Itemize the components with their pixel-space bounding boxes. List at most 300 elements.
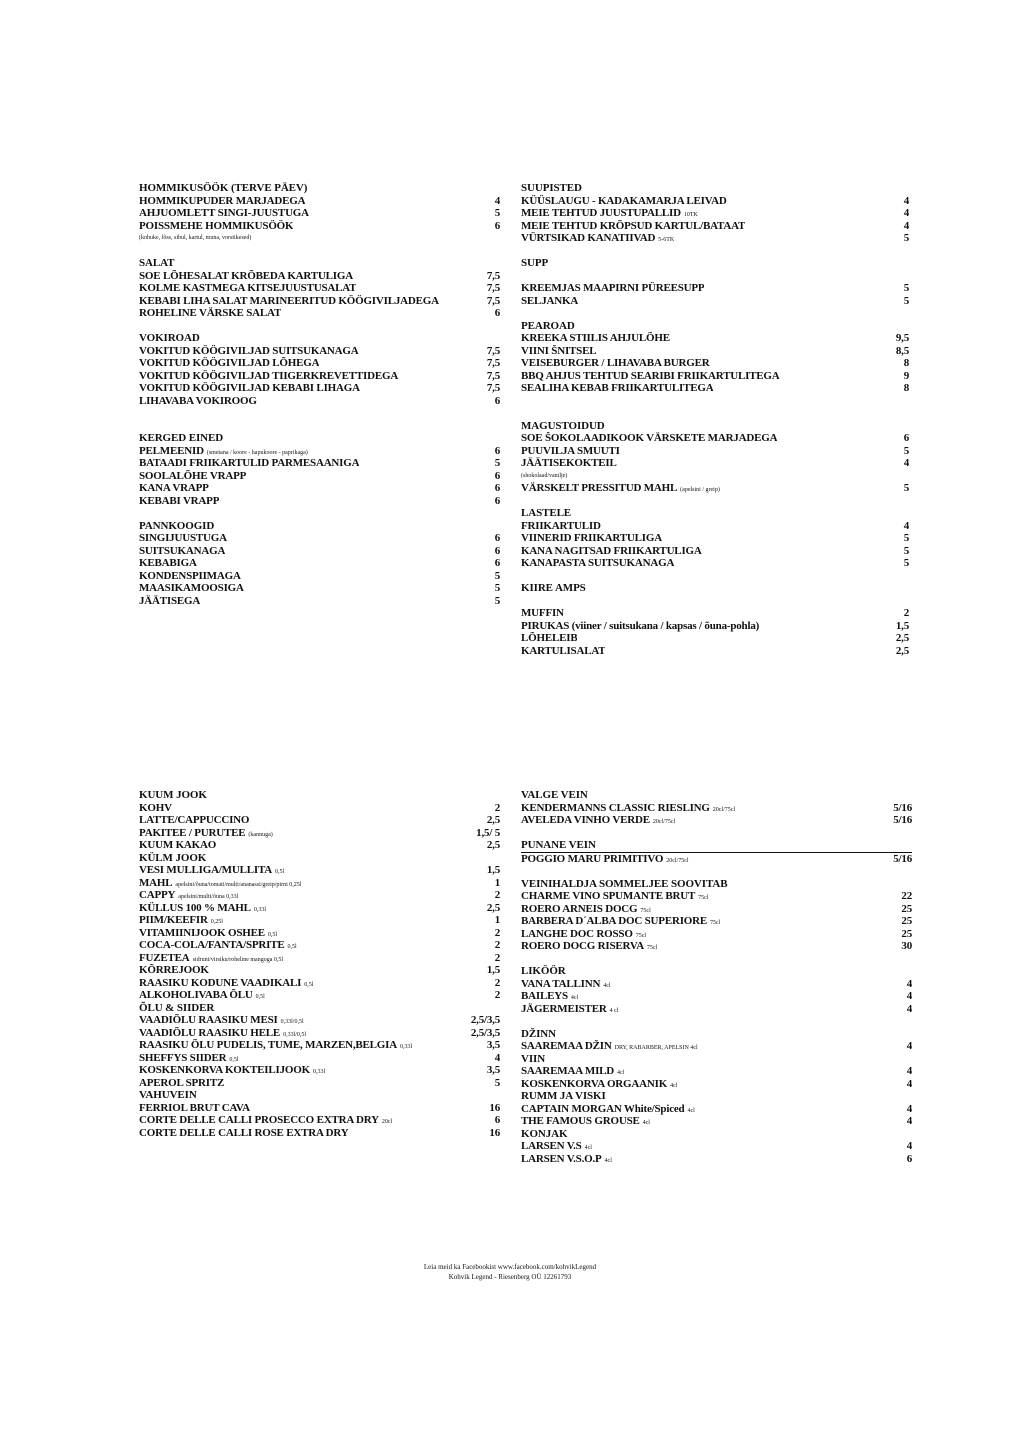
section-title: VAHUVEIN <box>139 1089 197 1101</box>
item-note: 4cl <box>642 1120 650 1126</box>
item-note: 0,5l <box>229 1056 239 1063</box>
menu-item-row <box>521 445 909 458</box>
menu-item-row <box>139 802 500 815</box>
item-price: 4 <box>906 1065 912 1077</box>
menu-section <box>521 257 909 307</box>
menu-section <box>139 520 500 608</box>
item-price: 7,5 <box>486 282 500 294</box>
menu-item-row <box>521 270 909 283</box>
item-name: KÜÜSLAUGU - KADAKAMARJA LEIVAD <box>521 194 727 207</box>
menu-section <box>139 789 500 852</box>
section-title: RUMM JA VISKI <box>521 1090 606 1102</box>
item-name: BARBERA D´ALBA DOC SUPERIORE 75cl <box>521 915 721 927</box>
item-price: 22 <box>901 890 912 902</box>
item-price: 6 <box>494 532 500 544</box>
menu-column-food-right <box>521 182 909 670</box>
menu-item-row <box>139 1039 500 1052</box>
item-note: 4cl <box>584 1145 592 1151</box>
section-title: HOMMIKUSÖÖK (TERVE PÄEV) <box>139 182 308 194</box>
item-price: 7,5 <box>486 382 500 394</box>
item-name: SOOLALÕHE VRAPP <box>139 469 247 482</box>
item-price: 5 <box>903 232 909 244</box>
item-name: BATAADI FRIIKARTULID PARMESAANIGA <box>139 457 360 469</box>
spacer <box>139 420 500 433</box>
item-price: 2 <box>494 976 500 989</box>
menu-item-row <box>521 207 909 220</box>
menu-item-row <box>139 395 500 408</box>
item-name: KANA NAGITSAD FRIIKARTULIGA <box>521 544 702 557</box>
item-price: 2 <box>494 889 500 901</box>
item-price <box>879 270 909 283</box>
menu-item-row <box>521 890 912 903</box>
menu-item-row <box>139 582 500 595</box>
item-note: 0,5l <box>304 981 314 988</box>
menu-column-drinks-right <box>521 789 912 1165</box>
menu-item-row <box>139 927 500 940</box>
item-note: 0,33l/0,5l <box>280 1019 304 1025</box>
item-note: 4cl <box>617 1070 625 1076</box>
menu-item-row <box>521 520 909 533</box>
menu-item-row <box>139 964 500 977</box>
item-note: 75cl <box>635 932 647 939</box>
item-price: 25 <box>901 927 912 940</box>
menu-item-row <box>521 978 912 991</box>
menu-item-row <box>521 220 909 233</box>
menu-section <box>521 1053 912 1091</box>
item-name: PAKITEE / PURUTEE (kannuga) <box>139 826 273 839</box>
item-name: MEIE TEHTUD KRÕPSUD KARTUL/BATAAT <box>521 219 746 232</box>
item-price: 9,5 <box>895 332 909 344</box>
menu-item-row <box>139 557 500 570</box>
item-note: DRY, RABARBER, APELSIN 4cl <box>614 1045 698 1051</box>
item-name: PIRUKAS (viiner / suitsukana / kapsas / õuna-pohla) <box>521 619 760 632</box>
menu-item-row <box>139 470 500 483</box>
menu-item-row <box>521 1115 912 1128</box>
menu-item-row <box>139 827 500 840</box>
item-note: (kannuga) <box>248 831 273 838</box>
item-name: SAAREMAA DŽIN DRY, RABARBER, APELSIN 4cl <box>521 1040 698 1052</box>
section-title: PEAROAD <box>521 319 575 332</box>
spacer <box>139 507 500 520</box>
item-price: 5/16 <box>893 852 912 865</box>
item-price: 7,5 <box>486 294 500 307</box>
item-name: BAILEYS 4cl <box>521 990 579 1002</box>
item-price <box>882 827 912 840</box>
menu-item-row <box>139 370 500 383</box>
menu-section <box>521 420 909 495</box>
spacer <box>521 407 909 420</box>
spacer <box>139 607 500 620</box>
item-name: VOKITUD KÖÖGIVILJAD LÕHEGA <box>139 357 320 369</box>
item-name: SAAREMAA MILD 4cl <box>521 1065 625 1077</box>
menu-item-row <box>521 802 912 815</box>
menu-item-row <box>521 814 912 827</box>
menu-item-row <box>521 232 909 245</box>
item-price: 4 <box>903 219 909 232</box>
item-note: 0,33l <box>253 906 266 913</box>
item-name: KANA VRAPP <box>139 482 209 494</box>
item-name: THE FAMOUS GROUSE 4cl <box>521 1115 650 1127</box>
item-note: 5-6TK <box>658 237 675 243</box>
item-name: VESI MULLIGA/MULLITA 0,5l <box>139 864 285 876</box>
item-price: 4 <box>494 194 500 207</box>
menu-section <box>139 852 500 1002</box>
menu-item-row <box>521 1153 912 1166</box>
menu-item-row <box>139 814 500 827</box>
item-name: VÄRSKELT PRESSITUD MAHL (apelsini / greip) <box>521 482 720 494</box>
menu-item-row <box>139 282 500 295</box>
menu-item-row <box>139 839 500 852</box>
spacer <box>139 320 500 333</box>
item-price: 2 <box>494 951 500 964</box>
item-price: 1 <box>494 914 500 926</box>
item-price: 4 <box>906 1102 912 1115</box>
menu-section <box>521 1028 912 1053</box>
section-title: MAGUSTOIDUD <box>521 419 605 432</box>
item-name: SELJANKA <box>521 294 579 307</box>
menu-section <box>521 789 912 839</box>
item-note: 20cl/75cl <box>666 857 689 864</box>
item-name: LATTE/CAPPUCCINO <box>139 814 250 826</box>
item-name: HOMMIKUPUDER MARJADEGA <box>139 194 306 207</box>
menu-item-row <box>521 432 909 445</box>
item-note: 10TK <box>683 212 698 218</box>
spacer <box>521 245 909 258</box>
item-price: 7,5 <box>486 344 500 357</box>
menu-item-row <box>521 1140 912 1153</box>
section-title: PUNANE VEIN <box>521 839 912 853</box>
menu-item-row <box>139 595 500 608</box>
menu-item-row <box>521 382 909 395</box>
menu-item-row <box>521 903 912 916</box>
item-price: 5 <box>903 294 909 307</box>
item-note: 4 cl <box>609 1007 619 1014</box>
section-title: KÜLM JOOK <box>139 851 207 864</box>
item-name: BBQ AHJUS TEHTUD SEARIBI FRIIKARTULITEGA <box>521 369 780 382</box>
menu-item-row <box>139 877 500 890</box>
item-price: 6 <box>494 394 500 407</box>
item-price: 6 <box>906 1152 912 1165</box>
item-name: ROERO DOCG RISERVA 75cl <box>521 940 658 952</box>
item-name: SINGIJUUSTUGA <box>139 532 227 544</box>
section-title: KIIRE AMPS <box>521 582 586 594</box>
menu-item-row <box>139 902 500 915</box>
item-price: 6 <box>494 494 500 507</box>
menu-item-row <box>139 1027 500 1040</box>
item-name: ROERO ARNEIS DOCG 75cl <box>521 902 651 915</box>
item-price: 6 <box>494 444 500 457</box>
item-name: KOHV <box>139 801 172 814</box>
menu-item-row <box>521 940 912 953</box>
item-name: KOLME KASTMEGA KITSEJUUSTUSALAT <box>139 282 357 294</box>
item-name: LARSEN V.S.O.P 4cl <box>521 1152 612 1165</box>
item-name: LIHAVABA VOKIROOG <box>139 394 257 407</box>
item-price: 4 <box>906 977 912 990</box>
item-name: PIIM/KEEFIR 0,25l <box>139 914 223 926</box>
menu-item-row <box>521 595 909 608</box>
item-price: 7,5 <box>486 369 500 382</box>
menu-item-row <box>139 1077 500 1090</box>
item-name: MAHL apelsini/õuna/tomati/multi/ananassi/greip/pirni 0,25l <box>139 876 302 889</box>
item-price: 4 <box>903 519 909 532</box>
item-price: 2 <box>494 939 500 951</box>
menu-item-row <box>139 445 500 458</box>
item-name: LANGHE DOC ROSSO 75cl <box>521 927 647 940</box>
menu-item-row <box>521 1103 912 1116</box>
item-price: 16 <box>489 1126 500 1139</box>
item-name: CORTE DELLE CALLI ROSE EXTRA DRY <box>139 1126 349 1139</box>
item-name: VITAMIINIJOOK OSHEE 0,5l <box>139 926 278 939</box>
item-name: KEBABI LIHA SALAT MARINEERITUD KÖÖGIVILJADEGA <box>139 294 439 307</box>
item-name: VIINI ŠNITSEL <box>521 344 597 357</box>
item-name: KOSKENKORVA KOKTEILIJOOK 0,33l <box>139 1064 326 1076</box>
item-price: 6 <box>494 219 500 232</box>
item-name: SOE ŠOKOLAADIKOOK VÄRSKETE MARJADEGA <box>521 432 778 444</box>
item-price: 4 <box>906 990 912 1002</box>
section-title: PANNKOOGID <box>139 519 215 532</box>
item-name: KEBABI VRAPP <box>139 494 220 507</box>
menu-item-row <box>139 1102 500 1115</box>
item-price: 4 <box>906 1140 912 1152</box>
item-name: KANAPASTA SUITSUKANAGA <box>521 557 675 569</box>
item-price: 2,5 <box>486 814 500 826</box>
item-price: 4 <box>903 457 909 469</box>
menu-section <box>139 1002 500 1090</box>
menu-item-row <box>139 207 500 220</box>
item-price: 6 <box>494 544 500 557</box>
item-note: 0,33l <box>312 1069 326 1075</box>
item-name: JÄÄTISEKOKTEIL <box>521 457 617 469</box>
menu-item-row <box>521 345 909 358</box>
item-note: 4cl <box>687 1107 695 1114</box>
item-price: 8 <box>903 357 909 369</box>
item-price <box>882 953 912 966</box>
item-price: 7,5 <box>486 357 500 369</box>
item-name: VIINERID FRIIKARTULIGA <box>521 532 662 544</box>
item-note: sidruni/virsiku/roheline mangoga 0,5l <box>192 956 284 963</box>
menu-section <box>139 432 500 507</box>
menu-item-row <box>139 532 500 545</box>
section-title: DŽINN <box>521 1027 556 1040</box>
item-name: VAADIÕLU RAASIKU MESI 0,33l/0,5l <box>139 1014 304 1026</box>
menu-item-row <box>521 1015 912 1028</box>
menu-item-row <box>139 307 500 320</box>
menu-item-row <box>521 482 909 495</box>
item-note: 0,33l/0,5l <box>283 1031 307 1038</box>
spacer <box>521 307 909 320</box>
item-name: ROHELINE VÄRSKE SALAT <box>139 307 282 319</box>
item-name: VOKITUD KÖÖGIVILJAD TIIGERKREVETTIDEGA <box>139 369 399 382</box>
item-price: 5 <box>494 582 500 594</box>
footer-facebook-line: Leia meid ka Facebookist www.facebook.com/kohvikLegend <box>423 1263 597 1271</box>
item-name: PELMEENID (smetana / koore - hapukoore - paprikaga) <box>139 444 308 457</box>
menu-item-row <box>521 1003 912 1016</box>
menu-item-row <box>139 977 500 990</box>
item-price: 6 <box>494 482 500 494</box>
item-price: 4 <box>906 1077 912 1090</box>
item-price: 1,5 <box>486 864 500 876</box>
item-note: 0,5l <box>255 994 265 1000</box>
item-price: 2 <box>494 926 500 939</box>
menu-section <box>521 1090 912 1128</box>
spacer <box>139 245 500 258</box>
footer <box>0 1262 1020 1282</box>
section-title: SUUPISTED <box>521 182 582 194</box>
item-name: KÕRREJOOK <box>139 964 209 976</box>
item-price: 5 <box>494 594 500 607</box>
menu-item-row <box>139 195 500 208</box>
item-price: 25 <box>901 902 912 915</box>
menu-item-row <box>521 645 909 658</box>
item-name: LÕHELEIB <box>521 632 578 644</box>
item-name: CAPPY apelsini/multi/õuna 0,33l <box>139 889 239 901</box>
item-price: 25 <box>901 915 912 927</box>
item-name: CHARME VINO SPUMANTE BRUT 75cl <box>521 890 709 902</box>
menu-item-row <box>521 1078 912 1091</box>
item-price: 5 <box>903 482 909 494</box>
item-name: APEROL SPRITZ <box>139 1076 225 1089</box>
item-price: 4 <box>903 207 909 219</box>
item-price: 7,5 <box>486 269 500 282</box>
menu-item-row <box>521 928 912 941</box>
menu-item-row <box>521 295 909 308</box>
item-name: MEIE TEHTUD JUUSTUPALLID 10TK <box>521 207 698 219</box>
item-name: VOKITUD KÖÖGIVILJAD SUITSUKANAGA <box>139 344 359 357</box>
item-price: 5 <box>494 207 500 219</box>
item-note: (apelsini / greip) <box>680 487 720 493</box>
menu-item-row <box>139 382 500 395</box>
menu-section <box>521 839 912 878</box>
item-name: FUZETEA sidruni/virsiku/roheline mangoga 0,5l <box>139 951 284 964</box>
menu-section <box>521 320 909 395</box>
item-price: 6 <box>494 1114 500 1126</box>
menu-item-row <box>521 620 909 633</box>
item-price: 9 <box>903 369 909 382</box>
item-name: CAPTAIN MORGAN White/Spiced 4cl <box>521 1102 695 1115</box>
item-name: VÜRTSIKAD KANATIIVAD 5-6TK <box>521 232 675 244</box>
item-name: KEBABIGA <box>139 557 197 569</box>
menu-item-row <box>521 865 912 878</box>
item-price: 5 <box>903 532 909 544</box>
item-price: 2,5/3,5 <box>470 1026 500 1039</box>
spacer <box>139 407 500 420</box>
item-note: 4cl <box>603 982 611 989</box>
menu-item-row <box>139 939 500 952</box>
menu-item-row <box>139 270 500 283</box>
item-price: 2,5 <box>486 839 500 851</box>
section-title: VOKIROAD <box>139 332 200 344</box>
menu-column-food-left <box>139 182 500 620</box>
item-note: 0,5l <box>275 869 285 875</box>
item-name: MAASIKAMOOSIGA <box>139 582 244 594</box>
menu-item-row <box>139 295 500 308</box>
item-name: AHJUOMLETT SINGI-JUUSTUGA <box>139 207 309 219</box>
item-name: JÄGERMEISTER 4 cl <box>521 1002 619 1015</box>
footer-company-line: Kohvik Legend - Riesenberg OÜ 12261793 <box>448 1273 572 1281</box>
item-name: VAADIÕLU RAASIKU HELE 0,33l/0,5l <box>139 1026 307 1039</box>
item-name: KARTULISALAT <box>521 644 606 657</box>
item-name: KONDENSPIIMAGA <box>139 569 241 582</box>
item-price: 3,5 <box>486 1039 500 1051</box>
spacer <box>521 570 909 583</box>
item-name: POISSMEHE HOMMIKUSÖÖK <box>139 219 294 232</box>
section-title: LIKÖÖR <box>521 965 566 977</box>
item-name: JÄÄTISEGA <box>139 594 201 607</box>
item-price: 8,5 <box>895 344 909 357</box>
item-price: 1,5 <box>486 964 500 976</box>
item-name: KUUM KAKAO <box>139 839 217 851</box>
section-note: (kohuke, lõss, sibul, kartul, muna, vorstikesed) <box>139 235 252 241</box>
item-note: 75cl <box>640 907 651 914</box>
item-price: 4 <box>906 1002 912 1015</box>
menu-item-row <box>139 889 500 902</box>
menu-item-row <box>139 914 500 927</box>
menu-item-row <box>521 853 912 866</box>
item-price: 5 <box>903 282 909 294</box>
item-name: SEALIHA KEBAB FRIIKARTULITEGA <box>521 382 714 394</box>
menu-column-drinks-left <box>139 789 500 1139</box>
menu-item-row <box>521 607 909 620</box>
menu-item-row <box>521 990 912 1003</box>
menu-item-row <box>521 332 909 345</box>
item-note: 20cl/75cl <box>712 806 736 813</box>
item-note: 20cl <box>381 1119 393 1125</box>
item-price: 8 <box>903 382 909 394</box>
item-note: apelsini/multi/õuna 0,33l <box>178 894 239 900</box>
spacer <box>521 495 909 508</box>
menu-section <box>521 1128 912 1166</box>
item-name: RAASIKU KODUNE VAADIKALI 0,5l <box>139 976 314 989</box>
item-price: 5 <box>903 557 909 569</box>
menu-item-row <box>139 482 500 495</box>
menu-item-row <box>521 953 912 966</box>
section-title: KONJAK <box>521 1127 568 1140</box>
item-name: SUITSUKANAGA <box>139 544 226 557</box>
item-note: (smetana / koore - hapukoore - paprikaga) <box>206 449 308 456</box>
menu-section <box>521 582 909 657</box>
item-price: 2,5 <box>895 644 909 657</box>
menu-item-row <box>139 1052 500 1065</box>
item-name: VOKITUD KÖÖGIVILJAD KEBABI LIHAGA <box>139 382 360 394</box>
item-price: 6 <box>494 307 500 319</box>
menu-section <box>521 878 912 966</box>
item-name: COCA-COLA/FANTA/SPRITE 0,5l <box>139 939 297 951</box>
item-name: KÜLLUS 100 % MAHL 0,33l <box>139 901 266 914</box>
menu-item-row <box>139 1127 500 1140</box>
menu-item-row <box>139 357 500 370</box>
item-price: 1,5/ 5 <box>476 826 500 839</box>
item-name: KOSKENKORVA ORGAANIK 4cl <box>521 1077 678 1090</box>
item-price: 2,5 <box>895 632 909 644</box>
spacer <box>521 657 909 670</box>
item-price: 5/16 <box>893 801 912 814</box>
item-price: 6 <box>494 469 500 482</box>
item-name: FERRIOL BRUT CAVA <box>139 1101 250 1114</box>
menu-item-row <box>139 1064 500 1077</box>
item-price: 3,5 <box>486 1064 500 1076</box>
menu-section <box>139 1089 500 1139</box>
menu-item-row <box>521 370 909 383</box>
item-price: 5/16 <box>893 814 912 826</box>
section-title: SUPP <box>521 257 549 269</box>
menu-item-row <box>521 1065 912 1078</box>
item-note: 4cl <box>604 1157 612 1164</box>
item-price: 30 <box>901 940 912 952</box>
menu-item-row <box>521 532 909 545</box>
menu-section <box>521 182 909 245</box>
item-name: AVELEDA VINHO VERDE 20cl/75cl <box>521 814 676 826</box>
menu-item-row <box>139 570 500 583</box>
